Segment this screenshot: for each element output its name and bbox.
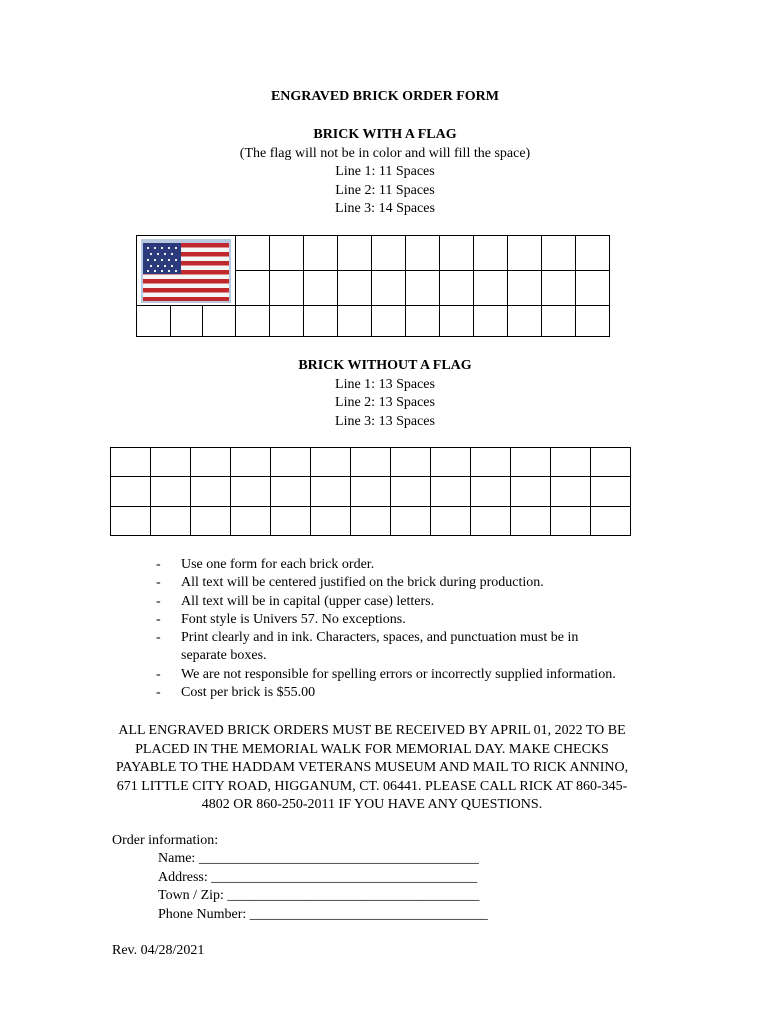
no-flag-grid-cell[interactable] xyxy=(431,477,471,507)
flag-grid-cell[interactable] xyxy=(542,271,576,306)
flag-grid-cell[interactable] xyxy=(406,271,440,306)
flag-grid-cell[interactable] xyxy=(270,236,304,271)
no-flag-grid-cell[interactable] xyxy=(431,507,471,536)
instruction-item: - Print clearly and in ink. Characters, spaces, and punctuation must be in separate boxes. xyxy=(156,630,579,664)
no-flag-grid-cell[interactable] xyxy=(271,507,311,536)
flag-grid-cell[interactable] xyxy=(338,271,372,306)
instruction-item: - We are not responsible for spelling errors or incorrectly supplied information. xyxy=(156,666,616,682)
instruction-item: - All text will be in capital (upper case) letters. xyxy=(156,593,435,609)
flag-grid-cell[interactable] xyxy=(576,271,610,306)
no-flag-grid-cell[interactable] xyxy=(551,448,591,477)
flag-section-header xyxy=(0,126,770,219)
no-flag-grid-cell[interactable] xyxy=(391,477,431,507)
phone-field[interactable]: Phone Number: __________________________________ xyxy=(158,906,488,922)
flag-grid-cell[interactable] xyxy=(372,306,406,337)
no-flag-grid-cell[interactable] xyxy=(591,477,631,507)
revision-date: Rev. 04/28/2021 xyxy=(112,943,205,958)
flag-grid-cell[interactable] xyxy=(576,236,610,271)
no-flag-grid-cell[interactable] xyxy=(191,477,231,507)
flag-grid-cell[interactable] xyxy=(474,236,508,271)
no-flag-grid-cell[interactable] xyxy=(111,448,151,477)
no-flag-grid-row xyxy=(111,448,631,477)
address-field[interactable]: Address: ______________________________________ xyxy=(158,869,478,885)
no-flag-grid-cell[interactable] xyxy=(471,448,511,477)
form-title: ENGRAVED BRICK ORDER FORM xyxy=(270,89,500,104)
flag-grid-cell[interactable] xyxy=(406,306,440,337)
no-flag-grid-cell[interactable] xyxy=(151,507,191,536)
no-flag-grid-cell[interactable] xyxy=(471,507,511,536)
flag-grid-cell[interactable] xyxy=(440,306,474,337)
no-flag-grid-cell[interactable] xyxy=(191,507,231,536)
order-heading: Order information: xyxy=(112,833,219,848)
no-flag-grid-cell[interactable] xyxy=(351,448,391,477)
no-flag-brick-grid xyxy=(110,447,631,536)
no-flag-grid-cell[interactable] xyxy=(551,477,591,507)
no-flag-grid-cell[interactable] xyxy=(351,477,391,507)
no-flag-grid-cell[interactable] xyxy=(551,507,591,536)
no-flag-grid-cell[interactable] xyxy=(311,448,351,477)
flag-grid-cell[interactable] xyxy=(508,236,542,271)
instruction-item: - Cost per brick is $55.00 xyxy=(156,685,316,701)
no-flag-grid-cell[interactable] xyxy=(271,477,311,507)
flag-grid-cell[interactable] xyxy=(372,236,406,271)
flag-grid-cell[interactable] xyxy=(304,236,338,271)
flag-grid-cell[interactable] xyxy=(203,306,236,337)
flag-grid-cell[interactable] xyxy=(372,271,406,306)
flag-grid-cell[interactable] xyxy=(338,236,372,271)
flag-grid-cell[interactable] xyxy=(542,236,576,271)
no-flag-grid-cell[interactable] xyxy=(591,448,631,477)
no-flag-line-3: Line 3: 13 Spaces xyxy=(335,413,435,429)
no-flag-grid-cell[interactable] xyxy=(431,448,471,477)
flag-cell xyxy=(137,236,236,306)
flag-grid-cell[interactable] xyxy=(338,306,372,337)
no-flag-grid-cell[interactable] xyxy=(231,507,271,536)
flag-section-heading: BRICK WITH A FLAG xyxy=(313,127,457,142)
no-flag-grid-cell[interactable] xyxy=(311,477,351,507)
flag-grid-cell[interactable] xyxy=(137,306,171,337)
flag-grid-cell[interactable] xyxy=(270,271,304,306)
no-flag-grid-cell[interactable] xyxy=(511,477,551,507)
flag-line-1: Line 1: 11 Spaces xyxy=(335,164,435,179)
flag-line-2: Line 2: 11 Spaces xyxy=(335,182,435,198)
flag-grid-cell[interactable] xyxy=(270,306,304,337)
flag-section-note: (The flag will not be in color and will fill the space) xyxy=(239,145,531,161)
us-flag-icon xyxy=(141,239,231,303)
town-zip-field[interactable]: Town / Zip: ____________________________________ xyxy=(158,888,480,904)
no-flag-grid-cell[interactable] xyxy=(271,448,311,477)
no-flag-grid-cell[interactable] xyxy=(391,507,431,536)
no-flag-grid-row xyxy=(111,477,631,507)
flag-grid-cell[interactable] xyxy=(171,306,203,337)
no-flag-grid-cell[interactable] xyxy=(351,507,391,536)
no-flag-grid-row xyxy=(111,507,631,536)
no-flag-line-1: Line 1: 13 Spaces xyxy=(335,376,435,392)
no-flag-grid-cell[interactable] xyxy=(111,507,151,536)
instructions-list xyxy=(156,556,626,702)
flag-grid-cell[interactable] xyxy=(236,306,270,337)
flag-grid-cell[interactable] xyxy=(508,271,542,306)
flag-grid-cell[interactable] xyxy=(406,236,440,271)
no-flag-grid-cell[interactable] xyxy=(191,448,231,477)
name-field[interactable]: Name: ________________________________________ xyxy=(158,851,479,867)
no-flag-grid-cell[interactable] xyxy=(511,448,551,477)
no-flag-section-heading: BRICK WITHOUT A FLAG xyxy=(298,358,472,373)
no-flag-grid-cell[interactable] xyxy=(511,507,551,536)
no-flag-section-header xyxy=(0,357,770,431)
flag-grid-cell[interactable] xyxy=(576,306,610,337)
no-flag-grid-cell[interactable] xyxy=(111,477,151,507)
instruction-item: - Font style is Univers 57. No exceptions. xyxy=(156,611,406,627)
no-flag-grid-cell[interactable] xyxy=(151,448,191,477)
flag-grid-cell[interactable] xyxy=(304,306,338,337)
flag-grid-cell[interactable] xyxy=(236,236,270,271)
flag-grid-cell[interactable] xyxy=(542,306,576,337)
flag-grid-cell[interactable] xyxy=(474,271,508,306)
flag-grid-cell[interactable] xyxy=(440,236,474,271)
order-information xyxy=(112,832,488,924)
no-flag-grid-cell[interactable] xyxy=(311,507,351,536)
no-flag-grid-cell[interactable] xyxy=(391,448,431,477)
no-flag-grid-cell[interactable] xyxy=(231,448,271,477)
instruction-item: - All text will be centered justified on the brick during production. xyxy=(156,575,544,591)
no-flag-grid-cell[interactable] xyxy=(471,477,511,507)
no-flag-line-2: Line 2: 13 Spaces xyxy=(335,395,435,410)
no-flag-grid-cell[interactable] xyxy=(591,507,631,536)
no-flag-grid-cell[interactable] xyxy=(151,477,191,507)
flag-grid-cell[interactable] xyxy=(304,271,338,306)
flag-line-3: Line 3: 14 Spaces xyxy=(335,201,435,216)
flag-brick-grid xyxy=(136,235,610,337)
flag-grid-cell[interactable] xyxy=(236,271,270,306)
no-flag-grid-cell[interactable] xyxy=(231,477,271,507)
instruction-item: - Use one form for each brick order. xyxy=(156,557,375,572)
flag-grid-cell[interactable] xyxy=(474,306,508,337)
flag-grid-cell[interactable] xyxy=(508,306,542,337)
order-deadline-notice: ALL ENGRAVED BRICK ORDERS MUST BE RECEIVED BY APRIL 01, 2022 TO BE PLACED IN THE MEMORIAL WALK FOR MEMORIAL DAY. MAKE CHECKS PAYABLE TO THE HADDAM VETERANS MUSEUM AND MAIL TO RICK ANNINO, 671 LITTLE CITY ROAD, HIGGANUM, CT. 06441. PLEASE CALL RICK AT 860-345-4802 OR 860-250-2011 IF YOU HAVE ANY QUESTIONS. xyxy=(115,723,629,813)
flag-grid-cell[interactable] xyxy=(440,271,474,306)
